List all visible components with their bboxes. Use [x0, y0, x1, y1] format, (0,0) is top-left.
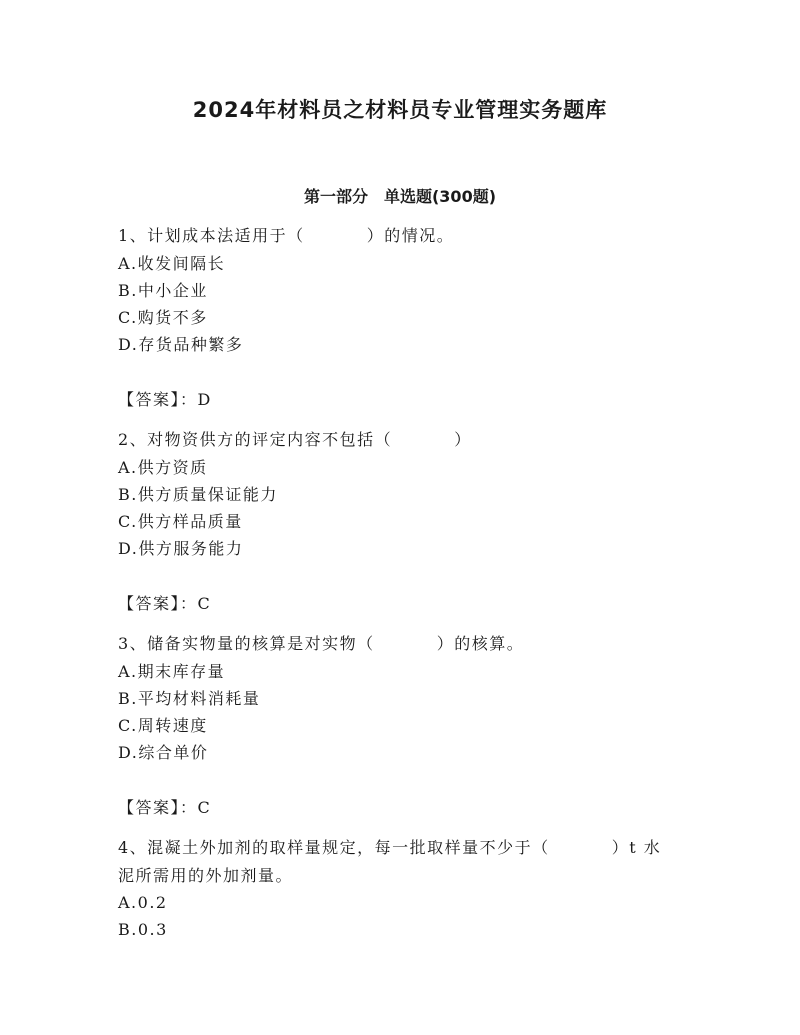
document-title: 2024年材料员之材料员专业管理实务题库 [192, 98, 608, 122]
question-1-answer: 【答案】：D [118, 390, 212, 409]
question-2-option-a: A.供方资质 [118, 458, 208, 477]
question-2-stem: 2、对物资供方的评定内容不包括（ ） [118, 430, 472, 449]
question-3-option-c: C.周转速度 [118, 716, 208, 735]
question-4-option-b: B.0.3 [118, 920, 168, 939]
question-3-answer: 【答案】：C [118, 798, 212, 817]
question-2-option-c: C.供方样品质量 [118, 512, 243, 531]
section-heading: 第一部分 单选题(300题) [303, 187, 497, 206]
question-1-option-d: D.存货品种繁多 [118, 335, 244, 354]
question-2-option-d: D.供方服务能力 [118, 539, 244, 558]
question-2-option-b: B.供方质量保证能力 [118, 485, 278, 504]
question-1-stem: 1、计划成本法适用于（ ）的情况。 [118, 226, 455, 245]
question-4-stem-continued: 泥所需用的外加剂量。 [118, 866, 294, 885]
question-1-option-a: A.收发间隔长 [118, 254, 226, 273]
question-4-option-a: A.0.2 [118, 893, 168, 912]
question-1-option-b: B.中小企业 [118, 281, 208, 300]
question-3-stem: 3、储备实物量的核算是对实物（ ）的核算。 [118, 634, 525, 653]
question-3-option-b: B.平均材料消耗量 [118, 689, 261, 708]
question-3-option-d: D.综合单价 [118, 743, 209, 762]
question-1-option-c: C.购货不多 [118, 308, 208, 327]
question-2-answer: 【答案】：C [118, 594, 212, 613]
question-3-option-a: A.期末库存量 [118, 662, 226, 681]
question-4-stem: 4、混凝土外加剂的取样量规定，每一批取样量不少于（ ）t 水 [118, 838, 662, 857]
